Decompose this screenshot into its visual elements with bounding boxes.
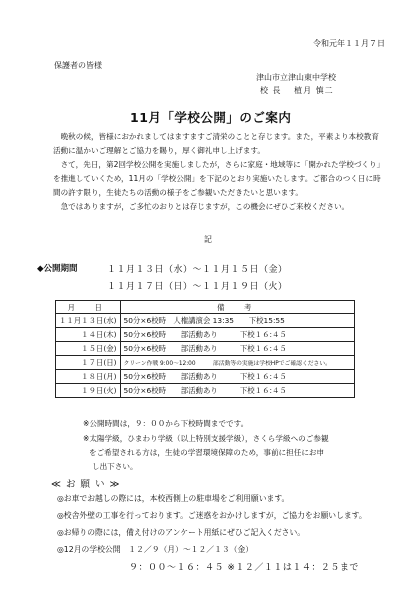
table-row	[56, 370, 355, 384]
row-note: 50分×6校時 部活動あり 下校１６:４５	[120, 342, 354, 356]
request-item-time: ９：００～１６：４５ ※１２／１１は１４：２５まで	[129, 563, 359, 573]
schedule-table	[55, 300, 355, 398]
table-row	[56, 314, 355, 328]
row-date: １７日(日)	[56, 356, 121, 370]
table-row	[56, 356, 355, 370]
request-item: ◎お帰りの際には，備え付けのアンケート用紙にぜひご記入ください。	[57, 528, 306, 537]
row-date: １５日(金)	[56, 342, 121, 356]
row-note: 50分×6校時 部活動あり 下校１６:４５	[120, 384, 354, 398]
note-line: ※太陽学級，ひまわり学級（以上特別支援学級），さくら学級へのご参観	[83, 434, 329, 443]
table-header-row	[56, 301, 355, 314]
requests-heading: ≪ お 願 い ≫	[51, 479, 121, 490]
ki-heading: 記	[204, 235, 212, 244]
body-paragraph: 晩秋の候，皆様におかれましてはますますご清栄のことと存じます。また，平素より本校教育活動に温かいご理解とご協力を賜り，厚く御礼申し上げます。	[53, 132, 379, 155]
row-date: １８日(月)	[56, 370, 121, 384]
table-row	[56, 342, 355, 356]
request-item: ◎12月の学校公開 １２／９（月）～１２／１３（金）	[57, 545, 254, 554]
row-date: １４日(木)	[56, 328, 121, 342]
request-item: ◎校舎外壁の工事を行っております。ご迷惑をおかけしますが，ご協力をお願いします。	[57, 511, 367, 520]
row-note: クリーン作戦 9:00～12:00 部活動等の実施は学校HPでご確認ください。	[120, 356, 354, 370]
table-row	[56, 328, 355, 342]
table-row	[56, 384, 355, 398]
column-header-note: 備 考	[120, 301, 354, 314]
note-line: ※公開時間は，９：００から下校時間までです。	[83, 419, 249, 428]
period-line-1: １１月１３日（水）～１１月１５日（金）	[107, 265, 288, 275]
sender-organization: 津山市立津山東中学校	[256, 73, 336, 82]
column-header-date: 月 日	[56, 301, 121, 314]
body-paragraph: さて，先日，第2回学校公開を実施しましたが，さらに家庭・地域等に「開かれた学校づくり」を推進していくため，11月の「学校公開」を下記のとおり実施いたします。ご都合のつく日に時間の許す限り，生徒たちの活動の様子をご参観いただきたいと思います。	[53, 160, 381, 197]
body-paragraph: 急ではありますが，ご多忙のおりとは存じますが，この機会にぜひご来校ください。	[60, 202, 350, 211]
row-note: 50分×6校時 部活動あり 下校１６:４５	[120, 328, 354, 342]
period-line-2: １１月１７日（日）～１１月１９日（火）	[107, 282, 288, 292]
document-date: 令和元年１１月７日	[313, 39, 385, 48]
body-text	[53, 130, 383, 214]
row-date: １９日(火)	[56, 384, 121, 398]
period-label: ◆公開期間	[37, 264, 78, 274]
row-note: 50分×6校時 部活動あり 下校１６:４５	[120, 370, 354, 384]
row-note: 50分×6校時 人権講演会 13:35 下校15:55	[120, 314, 354, 328]
row-date: １１月１３日(水)	[56, 314, 121, 328]
note-line: し出下さい。	[92, 462, 138, 471]
request-item: ◎お車でお越しの際には，本校西側上の駐車場をご利用願います。	[57, 494, 290, 503]
recipient-line: 保護者の皆様	[54, 61, 102, 70]
note-line: をご希望される方は，生徒の学習環境保障のため，事前に担任にお申	[89, 448, 325, 457]
sender-name: 校 長 植月 慎二	[260, 86, 334, 95]
page-title: 11月「学校公開」のご案内	[130, 110, 292, 125]
